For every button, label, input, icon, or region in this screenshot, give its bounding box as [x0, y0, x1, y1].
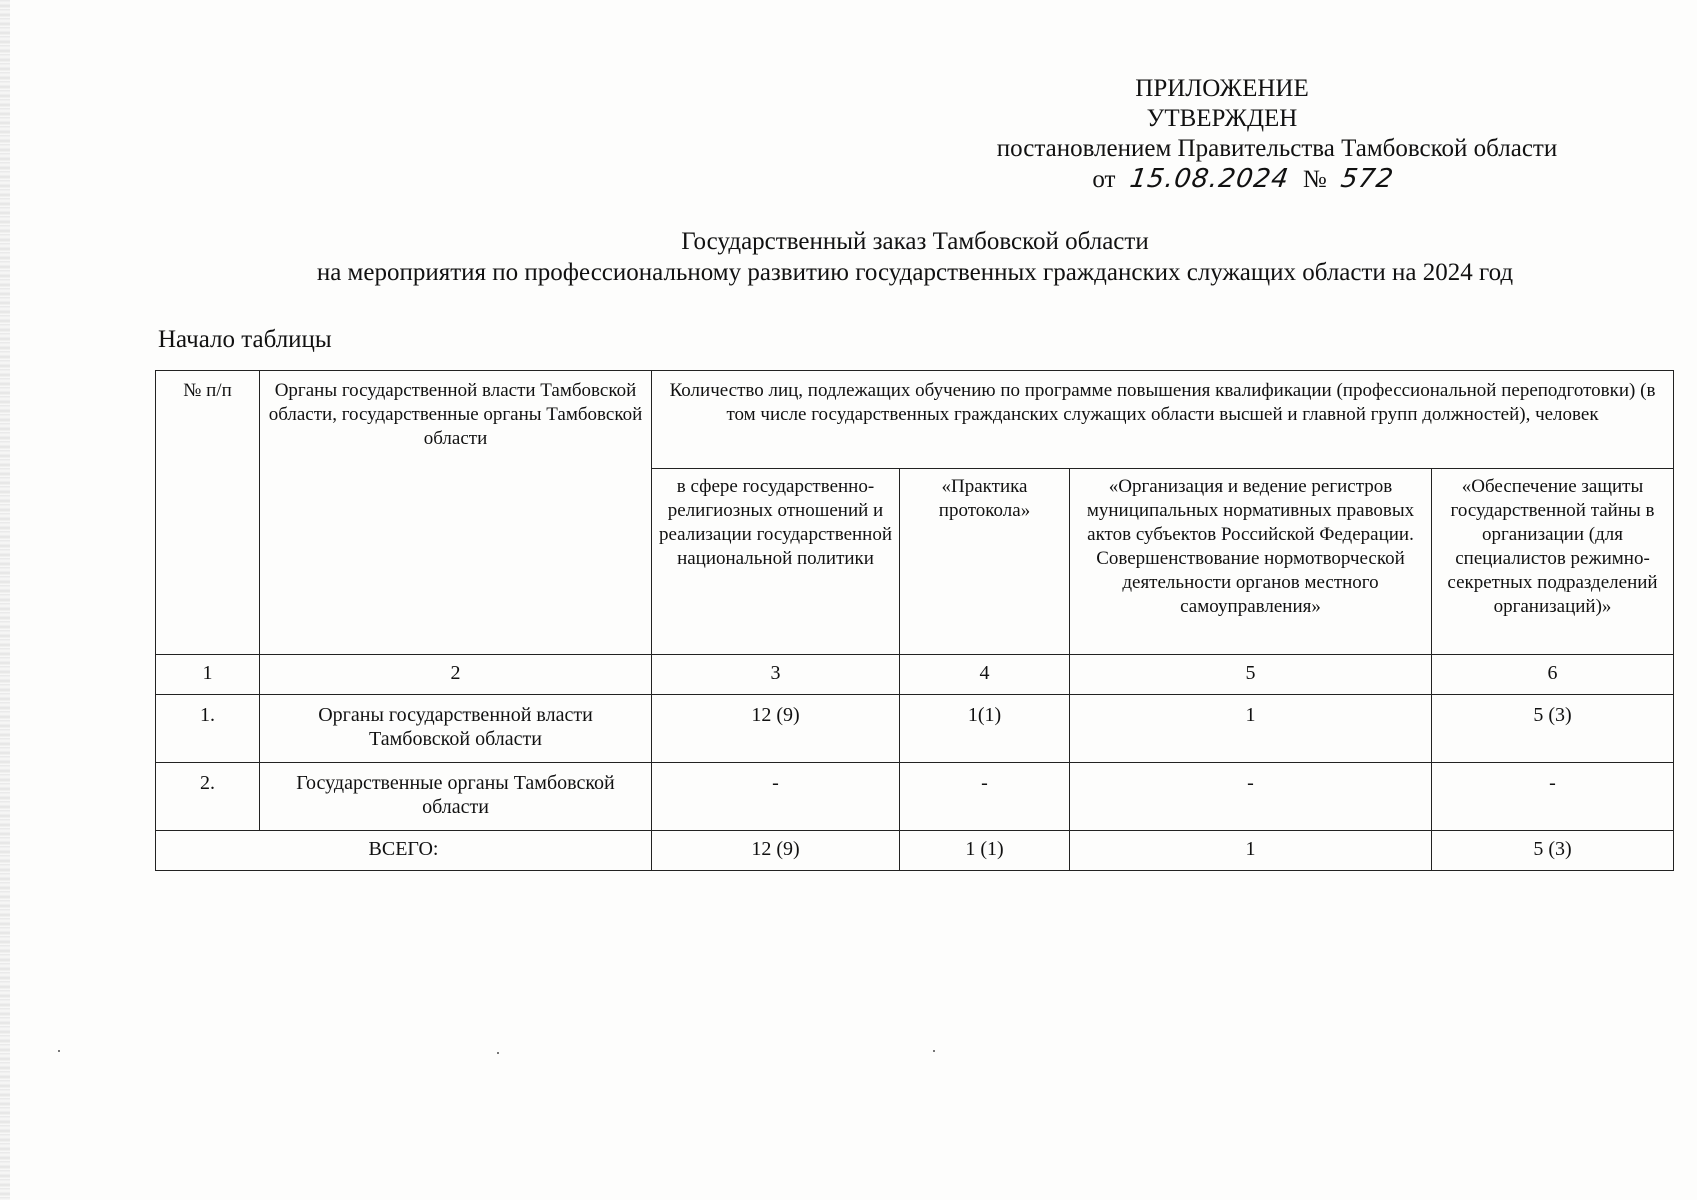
- approval-resolution-label: постановлением Правительства Тамбовской области: [996, 135, 1558, 162]
- column-number: 4: [900, 655, 1070, 695]
- row-number: 1.: [156, 695, 260, 763]
- table-row: [156, 695, 1674, 763]
- approval-date-line: [917, 164, 1637, 195]
- table-start-label: Начало таблицы: [158, 326, 332, 353]
- row-value-col-5: 1: [1070, 695, 1432, 763]
- column-numbers-row: [156, 655, 1674, 695]
- total-value-col-5: 1: [1070, 831, 1432, 871]
- total-value-col-6: 5 (3): [1432, 831, 1674, 871]
- column-number: 6: [1432, 655, 1674, 695]
- row-number: 2.: [156, 763, 260, 831]
- date-value: 15.08.2024: [1127, 164, 1291, 194]
- scan-edge-artifact: [0, 0, 10, 1200]
- title-line-1: Государственный заказ Тамбовской области: [681, 228, 1149, 255]
- scan-speck: [58, 1050, 60, 1052]
- subheader-col-5: «Организация и ведение регистров муниципальных нормативных правовых актов субъектов Российской Федерации. Совершенствование нормотворческой деятельности органов местного самоуправления»: [1070, 469, 1432, 655]
- column-number: 3: [652, 655, 900, 695]
- title-line-2: на мероприятия по профессиональному развитию государственных гражданских служащих области на 2024 год: [316, 259, 1514, 286]
- scan-speck: [497, 1052, 499, 1054]
- subheader-col-6: «Обеспечение защиты государственной тайны в организации (для специалистов режимно-секретных подразделений организаций)»: [1432, 469, 1674, 655]
- row-value-col-5: -: [1070, 763, 1432, 831]
- column-number: 1: [156, 655, 260, 695]
- header-organs: Органы государственной власти Тамбовской области, государственные органы Тамбовской области: [260, 371, 652, 655]
- total-value-col-3: 12 (9): [652, 831, 900, 871]
- row-value-col-4: 1(1): [900, 695, 1070, 763]
- table-header-row: [156, 371, 1674, 469]
- number-prefix: №: [1302, 166, 1327, 193]
- number-value: 572: [1338, 164, 1396, 194]
- header-group: Количество лиц, подлежащих обучению по программе повышения квалификации (профессиональной переподготовки) (в том числе государственных гражданских служащих области высшей и главной групп должностей), человек: [652, 371, 1674, 469]
- row-organ: Государственные органы Тамбовской области: [260, 763, 652, 831]
- document-title: [150, 226, 1680, 288]
- approval-appendix-label: ПРИЛОЖЕНИЕ: [1135, 75, 1309, 102]
- row-value-col-3: 12 (9): [652, 695, 900, 763]
- total-label: ВСЕГО:: [156, 831, 652, 871]
- approval-approved-label: УТВЕРЖДЕН: [1146, 105, 1298, 132]
- subheader-col-3: в сфере государственно-религиозных отношений и реализации государственной национальной политики: [652, 469, 900, 655]
- header-number: № п/п: [156, 371, 260, 655]
- date-prefix: от: [1092, 166, 1116, 193]
- total-value-col-4: 1 (1): [900, 831, 1070, 871]
- subheader-col-4: «Практика протокола»: [900, 469, 1070, 655]
- row-value-col-3: -: [652, 763, 900, 831]
- row-value-col-6: -: [1432, 763, 1674, 831]
- column-number: 2: [260, 655, 652, 695]
- row-value-col-4: -: [900, 763, 1070, 831]
- table-row: [156, 763, 1674, 831]
- order-table: [155, 370, 1674, 871]
- total-row: [156, 831, 1674, 871]
- scan-speck: [933, 1050, 935, 1052]
- row-organ: Органы государственной власти Тамбовской области: [260, 695, 652, 763]
- approval-block: [917, 74, 1637, 195]
- column-number: 5: [1070, 655, 1432, 695]
- row-value-col-6: 5 (3): [1432, 695, 1674, 763]
